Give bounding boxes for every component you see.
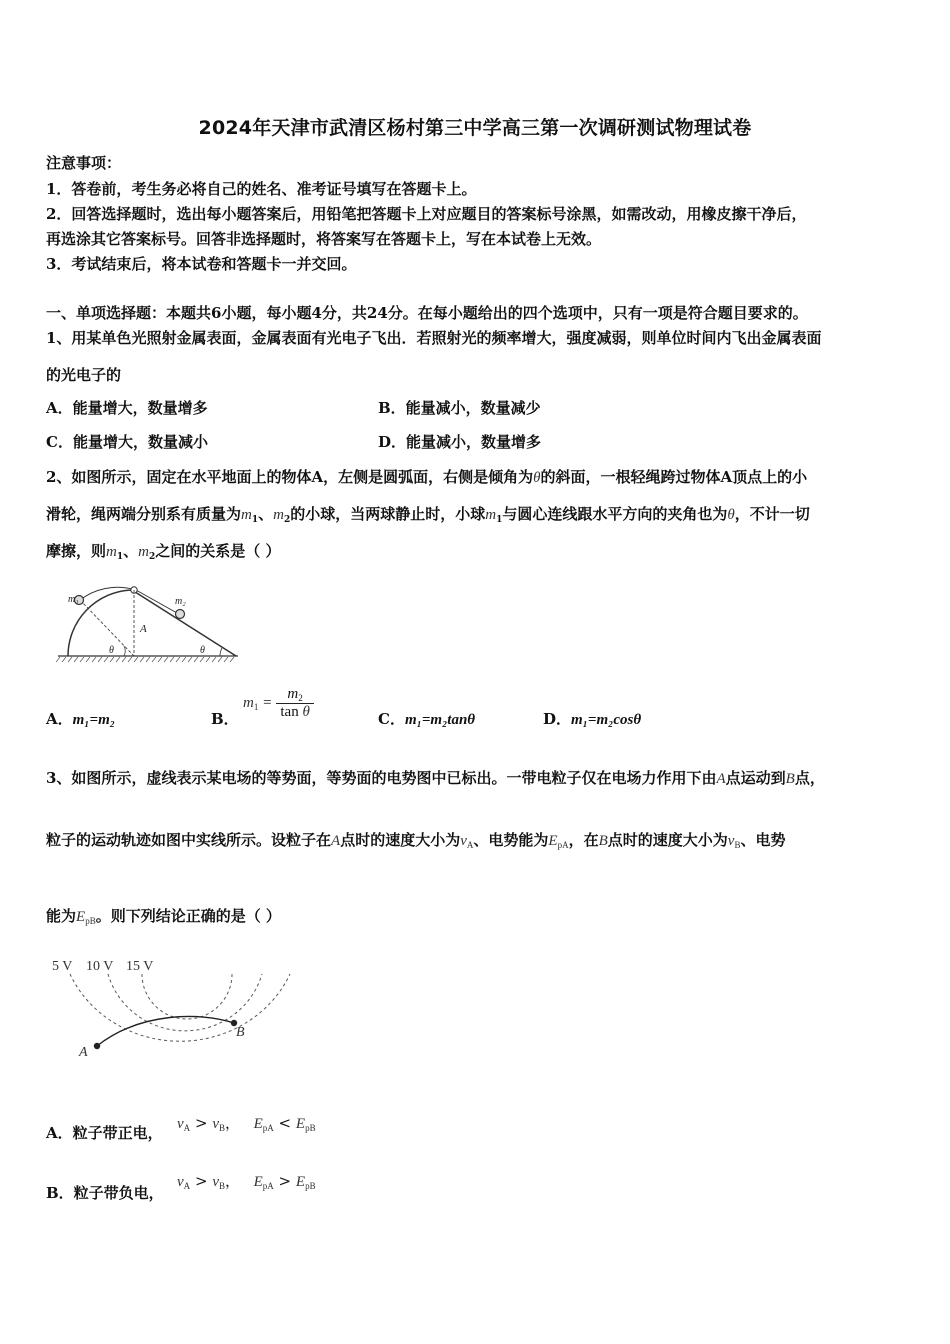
notice-heading: 注意事项： <box>46 154 122 172</box>
label-A: A <box>140 623 147 635</box>
q3-option-a-formula[interactable]: $v_A > v_B$， $E_{pA} < E_{pB}$ <box>177 1114 316 1133</box>
q3-stem: 3、如图所示，虚线表示某电场的等势面，等势面的电势图中已标出。一带电粒子仅在电场力作用下由A点运动到B点， <box>46 769 825 787</box>
q3-option-b-label[interactable]: B．粒子带负电， <box>46 1184 164 1202</box>
q2-option-a[interactable]: A．m₁=m₂ <box>46 710 115 728</box>
q3-option-b-formula[interactable]: $v_A > v_B$， $E_{pA} > E_{pB}$ <box>177 1172 316 1191</box>
label-10v: 10 V <box>86 959 114 974</box>
q1-option-a[interactable]: A．能量增大，数量增多 <box>46 399 208 417</box>
rope-right <box>136 590 177 613</box>
notice-item: 再选涂其它答案标号。回答非选择题时，将答案写在答题卡上，写在本试卷上无效。 <box>46 230 602 248</box>
label-B: B <box>236 1025 245 1040</box>
equipotential-15v <box>142 974 232 1019</box>
q3-stem: 能为$E_{pB}$。则下列结论正确的是（ ） <box>46 907 281 926</box>
label-theta-left: θ <box>109 645 114 656</box>
label-15v: 15 V <box>126 959 154 974</box>
label-m2: m₂ <box>175 596 186 607</box>
q1-option-d[interactable]: D．能量减小，数量增多 <box>378 433 542 451</box>
angle-arc-left <box>124 646 125 656</box>
angle-arc-right <box>220 648 222 656</box>
q1-stem: 1、用某单色光照射金属表面，金属表面有光电子飞出．若照射光的频率增大，强度减弱，则单位时间内飞出金属表面 <box>46 329 822 347</box>
rope-left <box>80 587 132 600</box>
section-heading: 一、单项选择题：本题共6小题，每小题4分，共24分。在每小题给出的四个选项中，只有一项是符合题目要求的。 <box>46 304 808 322</box>
q2-stem: 摩擦，则$m_1$、$m_2$之间的关系是（ ） <box>46 542 281 562</box>
radius-line <box>80 600 134 656</box>
label-theta-right: θ <box>200 645 205 656</box>
point-A <box>94 1043 100 1049</box>
q2-stem: 滑轮，绳两端分别系有质量为$m_1$、$m_2$的小球，当两球静止时，小球$m_1$与圆心连线跟水平方向的夹角也为θ，不计一切 <box>46 505 810 525</box>
q2-stem: 2、如图所示，固定在水平地面上的物体A，左侧是圆弧面，右侧是倾角为θ的斜面，一根轻绳跨过物体A顶点上的小 <box>46 468 808 486</box>
ball-m2 <box>176 610 185 619</box>
q1-option-c[interactable]: C．能量增大，数量减小 <box>46 433 208 451</box>
ground-hatch <box>56 657 234 662</box>
q3-stem: 粒子的运动轨迹如图中实线所示。设粒子在A点时的速度大小为$v_A$、电势能为$E_{pA}$，在B点时的速度大小为$v_B$、电势 <box>46 831 786 850</box>
label-5v: 5 V <box>52 959 73 974</box>
body-outline <box>68 590 236 656</box>
q2-option-b-formula[interactable]: $m_1$ = $\frac{m_2}{\text{tan θ}}$ <box>243 686 314 721</box>
q1-stem: 的光电子的 <box>46 366 122 384</box>
q3-option-a-label[interactable]: A．粒子带正电， <box>46 1124 163 1142</box>
notice-item: 3．考试结束后，将本试卷和答题卡一并交回。 <box>46 255 357 273</box>
trajectory <box>97 1016 234 1046</box>
label-A: A <box>79 1045 88 1060</box>
notice-item: 2．回答选择题时，选出每小题答案后，用铅笔把答题卡上对应题目的答案标号涂黑，如需改动，用橡皮擦干净后， <box>46 205 807 223</box>
q2-figure <box>56 580 246 665</box>
q1-option-b[interactable]: B．能量减小，数量减少 <box>378 399 541 417</box>
page-title: 2024年天津市武清区杨村第三中学高三第一次调研测试物理试卷 <box>198 117 752 139</box>
q3-figure <box>50 952 300 1092</box>
q2-option-d[interactable]: D．m₁=m₂cosθ <box>543 710 642 728</box>
equipotential-10v <box>108 974 262 1031</box>
q2-option-b-label[interactable]: B． <box>211 710 239 728</box>
notice-item: 1．答卷前，考生务必将自己的姓名、准考证号填写在答题卡上。 <box>46 180 477 198</box>
label-m1: m₁ <box>68 594 79 605</box>
q2-option-c[interactable]: C．m₁=m₂tanθ <box>378 710 476 728</box>
